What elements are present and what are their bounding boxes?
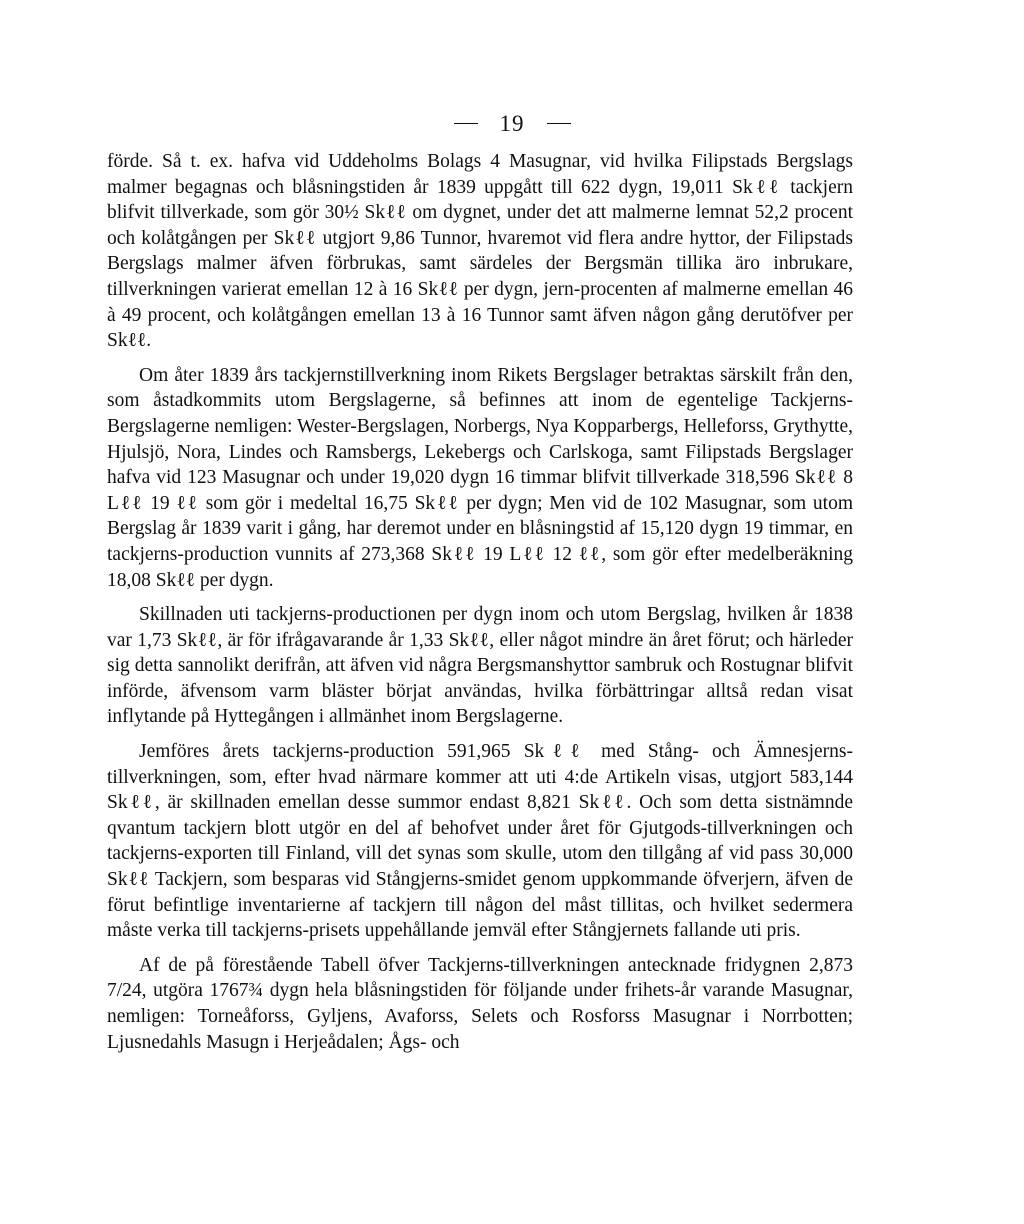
- header-dash-left: [454, 123, 478, 124]
- paragraph-comparison-bar-iron: Jemföres årets tackjerns-production 591,965 Skℓℓ med Stång- och Ämnesjerns-tillverkningen, som, efter hvad närmare kommer att uti 4:de Artikeln visas, utgjort 583,144 Skℓℓ, är skillnaden emellan desse summor endast 8,821 Skℓℓ. Och som detta sistnämnde qvantum tackjern blott utgör en del af behofvet under året för Gjutgods-tillverkningen och tackjerns-exporten till Finland, vill det synas som skulle, utom den tillgång af vid pass 30,000 Skℓℓ Tackjern, som besparas vid Stångjerns-smidet genom uppkommande öfverjern, äfven de förut befintlige inventarierne af tackjern till någon del måst tillitas, och hvilket sedermera måste verka till tackjerns-prisets uppehållande jemväl efter Stångjernets fallande uti pris.: [107, 741, 853, 942]
- header-dash-right: [547, 123, 571, 124]
- paragraph-production-inside-outside: Om åter 1839 års tackjernstillverkning inom Rikets Bergslager betraktas särskilt från den, som åstadkommits utom Bergslagerne, så befinnes att inom de egentelige Tackjerns-Bergslagerne nemligen: Wester-Bergslagen, Norbergs, Nya Kopparbergs, Helleforss, Grythytte, Hjulsjö, Nora, Lindes och Ramsbergs, Lekebergs och Carlskoga, samt Filipstads Bergslager hafva vid 123 Masugnar och under 19,020 dygn 16 timmar blifvit tillverkade 318,596 Skℓℓ 8 Lℓℓ 19 ℓℓ som gör i medeltal 16,75 Skℓℓ per dygn; Men vid de 102 Masugnar, som utom Bergslag år 1839 varit i gång, har deremot under en blåsningstid af 15,120 dygn 19 timmar, en tackjerns-production vunnits af 273,368 Skℓℓ 19 Lℓℓ 12 ℓℓ, som gör efter medelberäkning 18,08 Skℓℓ per dygn.: [107, 364, 853, 591]
- paragraph-production-difference: Skillnaden uti tackjerns-productionen per dygn inom och utom Bergslag, hvilken år 1838 var 1,73 Skℓℓ, är för ifrågavarande år 1,33 Skℓℓ, eller något mindre än året förut; och härleder sig detta sannolikt derifrån, att äfven vid några Bergsmanshyttor sambruk och Rostugnar blifvit införde, äfvensom varm bläster börjat användas, hvilka förbättringar alltså redan visat inflytande på Hyttegången i allmänhet inom Bergslagerne.: [107, 604, 853, 728]
- paragraph-free-days: Af de på förestående Tabell öfver Tackjerns-tillverkningen antecknade fridygnen 2,873 7/24, utgöra 1767¾ dygn hela blåsningstiden för följande under frihets-år varande Masugnar, nemligen: Torneåforss, Gyljens, Avaforss, Selets och Rosforss Masugnar i Norrbotten; Ljusnedahls Masugn i Herjeådalen; Ågs- och: [107, 954, 853, 1053]
- body-text: [107, 149, 853, 1064]
- page-number: 19: [499, 111, 525, 136]
- paragraph-continued: förde. Så t. ex. hafva vid Uddeholms Bolags 4 Masugnar, vid hvilka Filipstads Bergslags malmer begagnas och blåsningstiden år 1839 uppgått till 622 dygn, 19,011 Skℓℓ tackjern blifvit tillverkade, som gör 30½ Skℓℓ om dygnet, under det att malmerne lemnat 52,2 procent och kolåtgången per Skℓℓ utgjort 9,86 Tunnor, hvaremot vid flera andre hyttor, der Filipstads Bergslags malmer äfven förbrukas, samt särdeles der Bergsmän tillika äro inbrukare, tillverkningen varierat emellan 12 à 16 Skℓℓ per dygn, jern-procenten af malmerne emellan 46 à 49 procent, och kolåtgången emellan 13 à 16 Tunnor samt äfven någon gång derutöfver per Skℓℓ.: [107, 151, 853, 352]
- page-header: [0, 110, 1024, 138]
